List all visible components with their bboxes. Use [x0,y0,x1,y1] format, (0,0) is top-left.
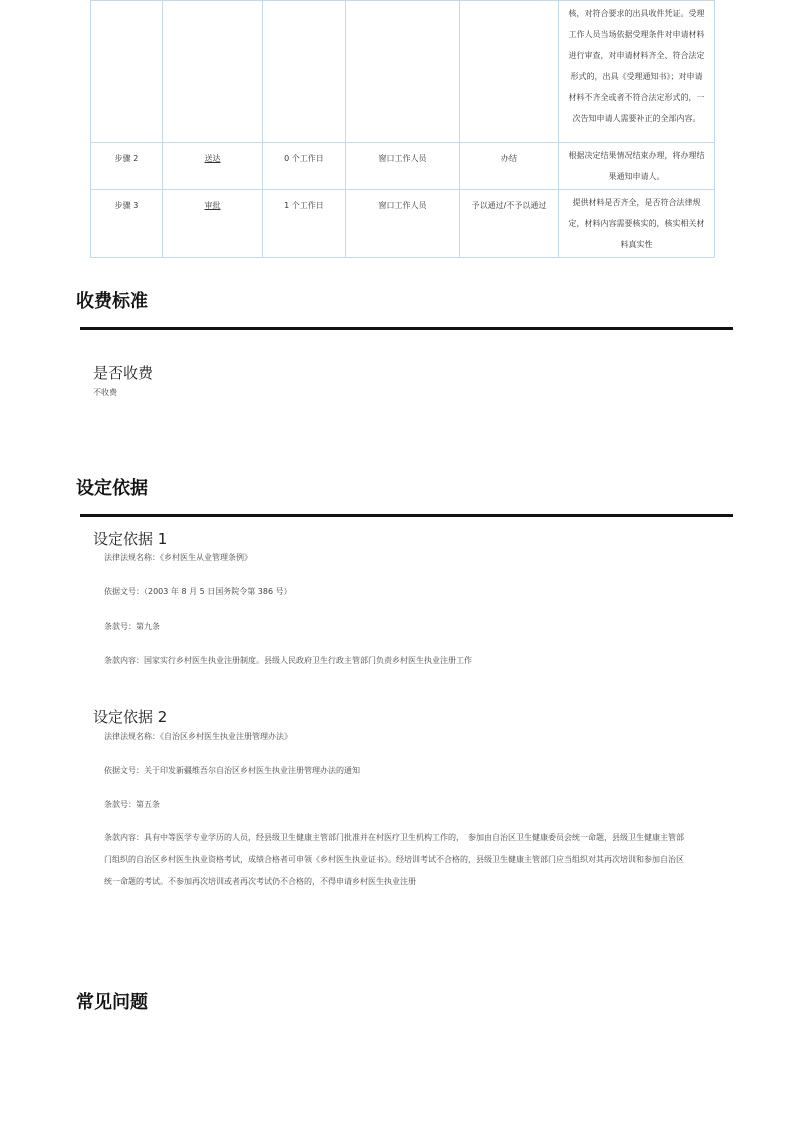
fee-section-title: 收费标准 [76,291,148,312]
step-time: 0 个工作日 [263,143,346,190]
step-person: 窗口工作人员 [346,190,460,258]
law-name: 法律法规名称：《乡村医生从业管理条例》 [104,553,252,562]
step-label: 步骤 2 [91,143,163,190]
fee-value: 不收费 [93,388,117,397]
faq-section-title: 常见问题 [76,992,148,1013]
article-number: 条款号：第五条 [104,800,160,809]
step-link[interactable]: 审批 [204,201,221,210]
step-person: 窗口工作人员 [346,143,460,190]
law-name: 法律法规名称：《自治区乡村医生执业注册管理办法》 [104,732,292,741]
step-description: 提供材料是否齐全，是否符合法律规定，材料内容需要核实的，核实相关材料真实性 [559,190,715,258]
doc-number: 依据文号：关于印发新疆维吾尔自治区乡村医生执业注册管理办法的通知 [104,766,360,775]
fee-divider [80,327,733,330]
step-result: 办结 [460,143,559,190]
process-table [90,0,715,258]
fee-subtitle: 是否收费 [93,364,154,382]
step-description: 核，对符合要求的出具收件凭证。受理工作人员当场依据受理条件对申请材料进行审查，对申请材料齐全、符合法定形式的，出具《受理通知书》；对申请材料不齐全或者不符合法定形式的，一次告知申请人需要补正的全部内容。 [559,1,715,143]
doc-number: 依据文号：（2003 年 8 月 5 日国务院令第 386 号） [104,587,292,596]
table-row [91,1,715,143]
basis-title: 设定依据 1 [93,530,168,548]
step-result: 予以通过/不予以通过 [460,190,559,258]
basis-title: 设定依据 2 [93,708,168,726]
step-label: 步骤 3 [91,190,163,258]
table-row [91,190,715,258]
basis-divider [80,514,733,517]
step-time: 1 个工作日 [263,190,346,258]
step-description: 根据决定结果情况结束办理，将办理结果通知申请人。 [559,143,715,190]
article-content: 条款内容：国家实行乡村医生执业注册制度。县级人民政府卫生行政主管部门负责乡村医生执业注册工作 [104,656,472,665]
article-number: 条款号：第九条 [104,622,160,631]
article-content: 条款内容：具有中等医学专业学历的人员，经县级卫生健康主管部门批准并在村医疗卫生机构工作的， 参加由自治区卫生健康委员会统一命题，县级卫生健康主管部门组织的自治区乡村医生执业资格考试，成绩合格者可申领《乡村医生执业证书》。经培训考试不合格的，县级卫生健康主管部门应当组织对其再次培训和参加自治区统一命题的考试。不参加再次培训或者再次考试仍不合格的，不得申请乡村医生执业注册 [104,833,684,886]
step-link[interactable]: 送达 [204,154,221,163]
basis-section-title: 设定依据 [76,478,148,499]
table-row [91,143,715,190]
